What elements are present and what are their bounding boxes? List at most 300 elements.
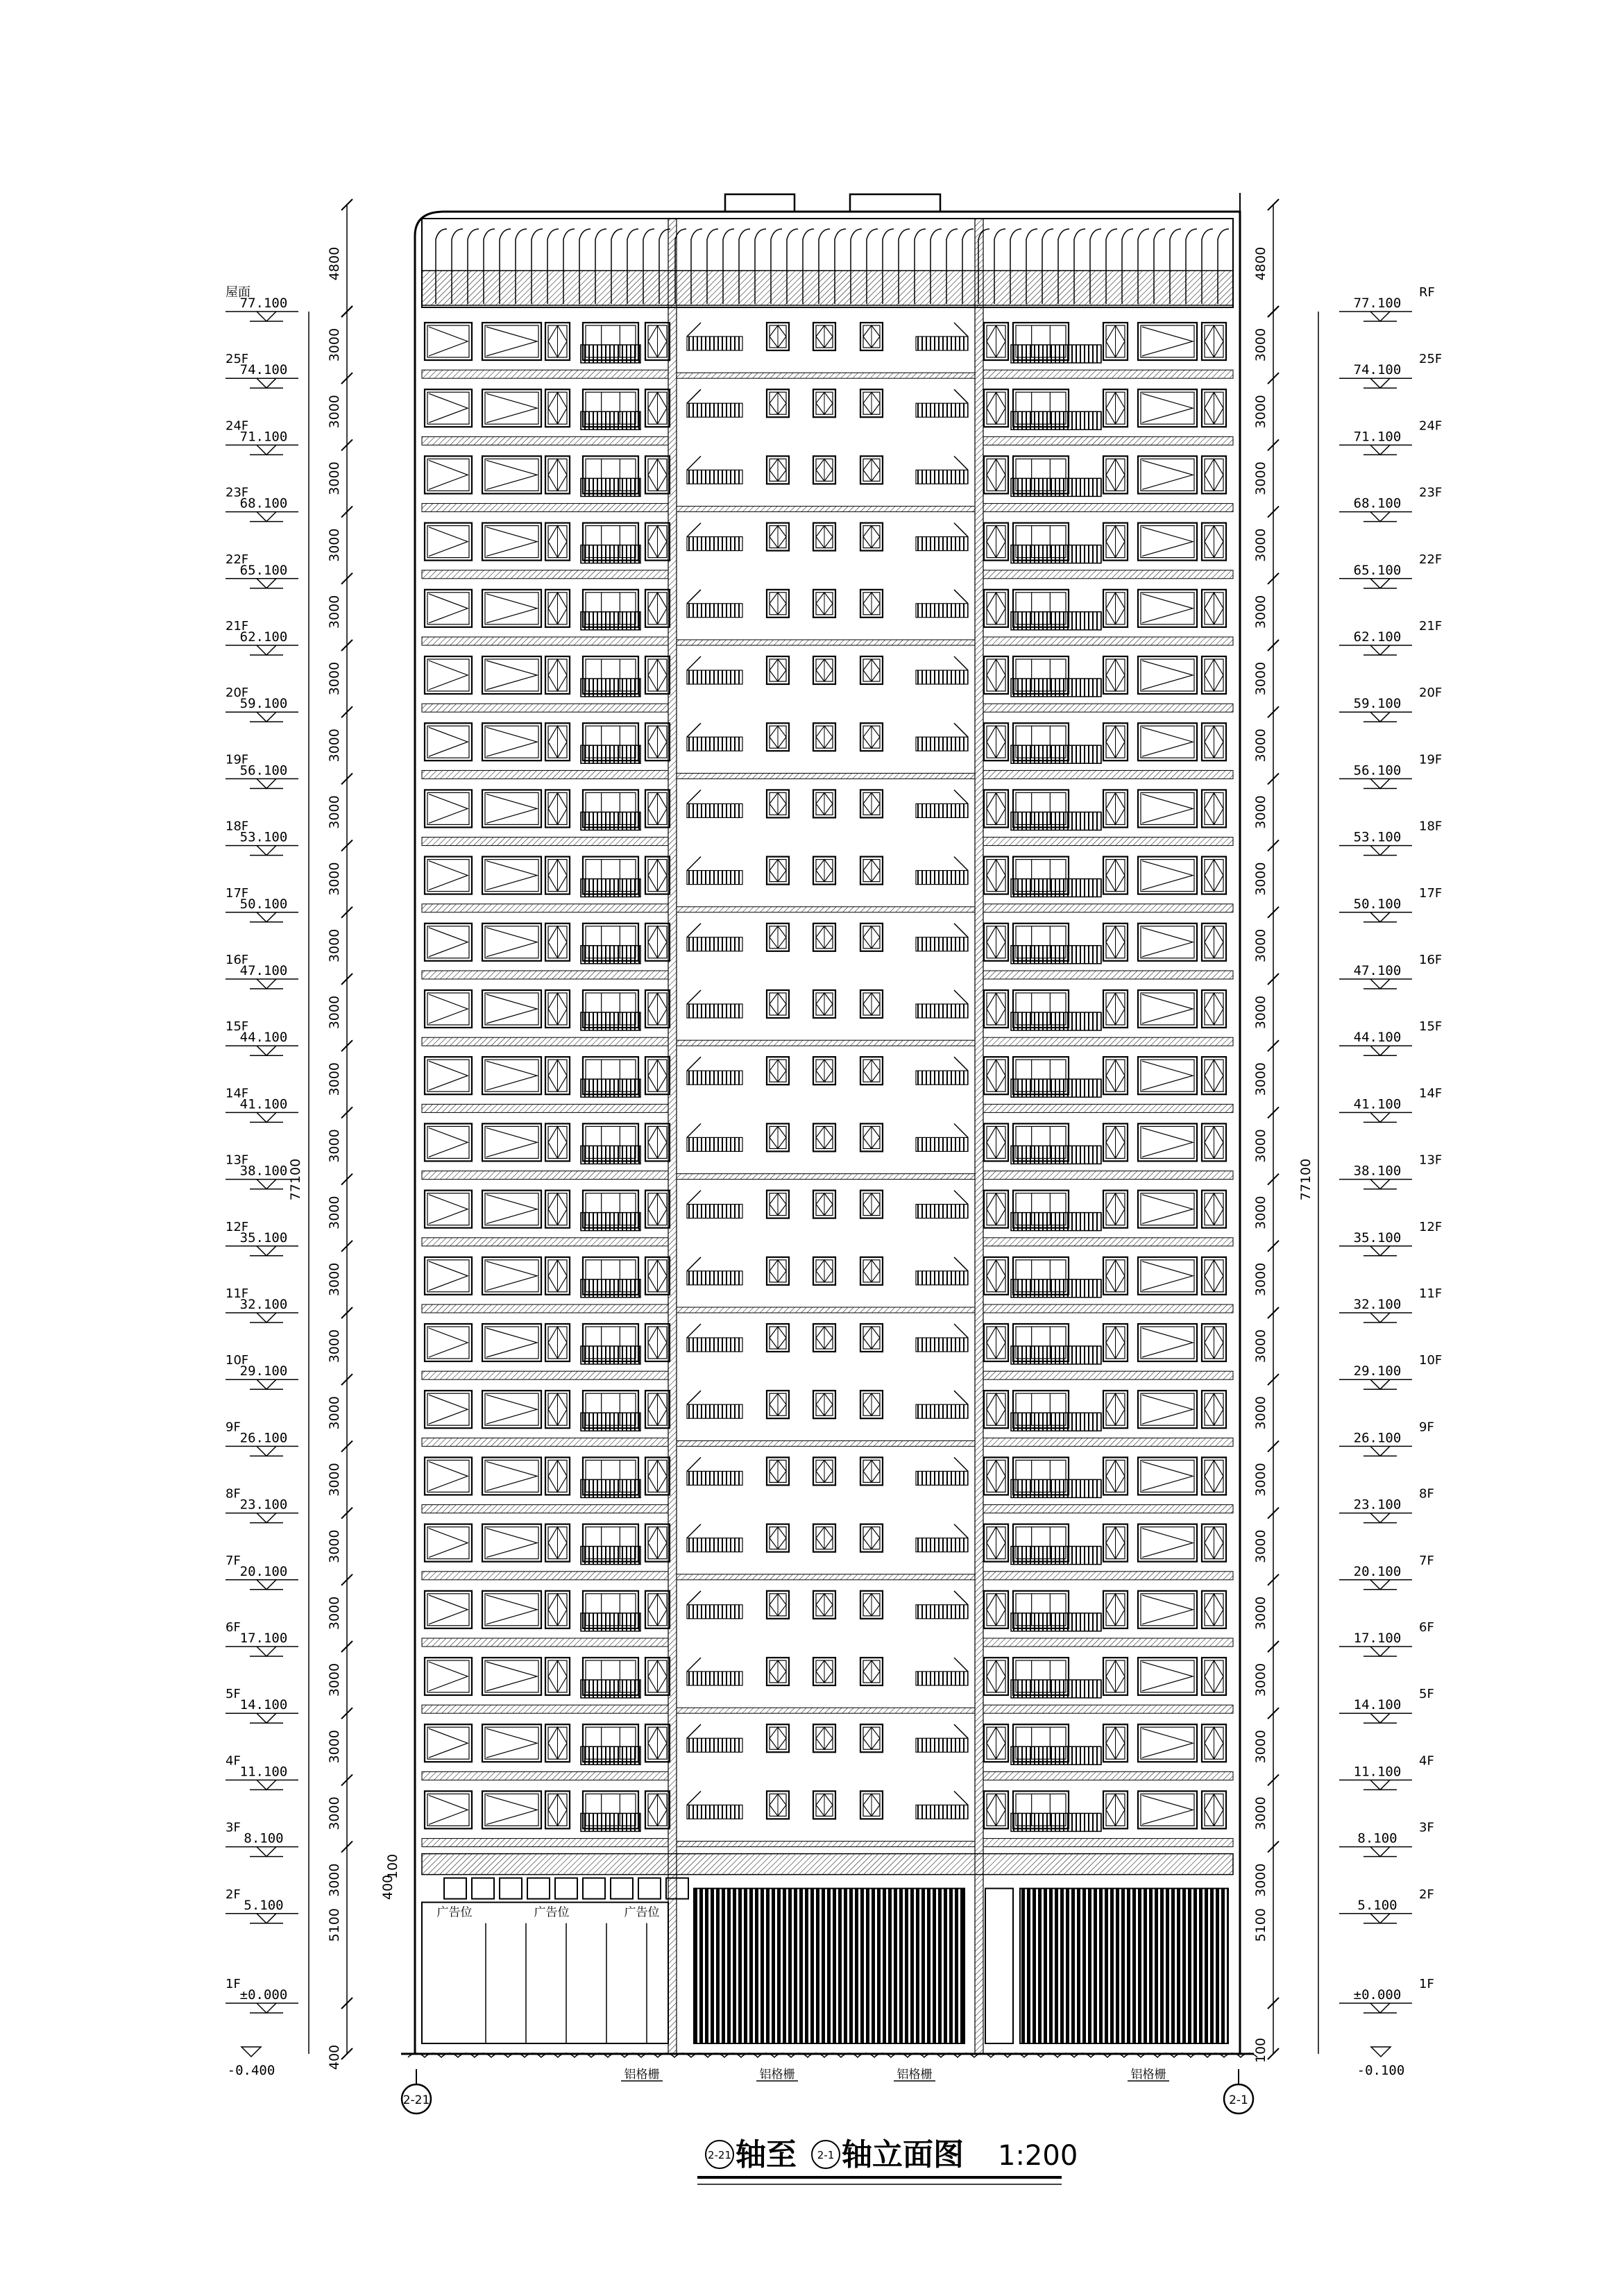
side-balcony-brace: [687, 1123, 701, 1137]
window-inner: [485, 392, 538, 424]
side-balcony: [687, 937, 742, 951]
level-triangle: [1370, 979, 1390, 989]
slab-band: [983, 1505, 1233, 1513]
axis-label-left: 2-21: [402, 2093, 430, 2107]
window-inner: [485, 659, 538, 691]
floor-label: 11F: [226, 1286, 249, 1301]
window-swing: [1142, 661, 1193, 690]
window-inner: [427, 1393, 469, 1425]
level-value: 47.100: [239, 963, 288, 978]
slab-band: [677, 1708, 975, 1713]
floor-label: 22F: [1419, 552, 1443, 567]
level-value: 56.100: [1353, 763, 1402, 779]
level-value: 8.100: [1357, 1830, 1397, 1846]
floor-height-dim: 3000: [1253, 1062, 1268, 1096]
side-balcony-brace: [687, 456, 701, 470]
side-balcony: [687, 1538, 742, 1552]
level-value: 44.100: [239, 1030, 288, 1046]
balcony-rail: [581, 946, 640, 964]
level-triangle: [1370, 912, 1390, 922]
window-swing: [429, 1195, 468, 1224]
roof-height-dim: 4800: [1253, 246, 1268, 281]
side-balcony-brace: [954, 1591, 968, 1605]
floor-height-dim: 3000: [327, 1796, 342, 1830]
floor-height-dim: 3000: [1253, 328, 1268, 362]
level-value: 23.100: [239, 1497, 288, 1513]
window-swing: [429, 1461, 468, 1490]
side-balcony: [916, 1805, 968, 1819]
slab-band: [422, 1037, 668, 1046]
drawing-title: [697, 2137, 1078, 2184]
floor-label: 17F: [226, 885, 249, 901]
level-triangle: [257, 1313, 276, 1323]
level-triangle: [1370, 1112, 1390, 1122]
side-balcony-brace: [954, 1724, 968, 1738]
floor-label: 9F: [226, 1420, 241, 1435]
slab-band: [983, 1438, 1233, 1446]
floor-height-dim: 3000: [1253, 1463, 1268, 1497]
level-triangle: [257, 1112, 276, 1122]
slab-band: [422, 637, 668, 645]
window-swing: [429, 727, 468, 756]
floor-label: 4F: [1419, 1753, 1434, 1769]
window-inner: [427, 860, 469, 892]
ground-transom: [583, 1878, 605, 1899]
level-triangle: [257, 712, 276, 722]
level-triangle: [257, 312, 276, 321]
floor-label: 16F: [226, 953, 249, 967]
floor-height-dim: 3000: [1253, 595, 1268, 629]
side-balcony-brace: [954, 924, 968, 937]
balcony-rail: [581, 745, 640, 763]
title-text-2: 轴立面图: [842, 2137, 964, 2172]
balcony-rail: [1011, 1079, 1101, 1097]
side-balcony-brace: [687, 1057, 701, 1071]
window-swing: [486, 794, 537, 823]
side-balcony-brace: [954, 1658, 968, 1672]
window-inner: [485, 792, 538, 824]
window-inner: [485, 1460, 538, 1492]
window-swing: [1142, 594, 1193, 623]
floor-height-dim: 3000: [327, 1262, 342, 1297]
level-value: 20.100: [239, 1563, 288, 1579]
level-value: 65.100: [239, 562, 288, 578]
side-balcony: [687, 470, 742, 484]
floor-height-dim: 3000: [1253, 1730, 1268, 1764]
floor-label: 10F: [1419, 1353, 1443, 1368]
side-balcony-brace: [954, 456, 968, 470]
balcony-rail: [1011, 545, 1101, 563]
level-triangle: [1370, 1847, 1390, 1857]
side-balcony: [687, 1605, 742, 1619]
floor-label: 21F: [1419, 619, 1443, 633]
slab-band: [983, 1572, 1233, 1580]
floor-height-dim: 3000: [1253, 661, 1268, 696]
floor-height-dim: 3000: [1253, 1262, 1268, 1297]
left-dimension-column: [288, 199, 400, 2070]
side-balcony-brace: [954, 723, 968, 737]
window-swing: [486, 393, 537, 423]
level-value: 77.100: [239, 296, 288, 311]
canopy: [422, 1854, 1233, 1875]
floor-height-dim: 3000: [327, 862, 342, 896]
balcony-rail: [1011, 1479, 1101, 1497]
window-swing: [486, 1061, 537, 1090]
level-triangle: [1370, 445, 1390, 454]
side-balcony: [687, 537, 742, 551]
parapet-hatch: [422, 271, 1233, 305]
ad-label: 广告位: [534, 1905, 570, 1920]
side-balcony: [916, 1137, 968, 1151]
window-swing: [429, 1061, 468, 1090]
level-triangle: [1370, 312, 1390, 321]
balcony-rail: [1011, 1813, 1101, 1831]
slab-band: [983, 1771, 1233, 1780]
side-balcony: [916, 1605, 968, 1619]
level-value: 29.100: [1353, 1363, 1402, 1379]
window-inner: [485, 1260, 538, 1292]
ad-label: 广告位: [624, 1905, 660, 1920]
balcony-rail: [581, 1146, 640, 1164]
slab-band: [983, 1705, 1233, 1713]
balcony-rail: [581, 478, 640, 496]
floor-label: 19F: [1419, 752, 1443, 767]
side-balcony: [687, 670, 742, 684]
side-balcony: [916, 403, 968, 417]
window-inner: [1141, 1060, 1194, 1091]
window-inner: [427, 1060, 469, 1091]
slab-band: [422, 971, 668, 979]
level-triangle: [257, 1046, 276, 1055]
balcony-rail: [1011, 411, 1101, 430]
side-balcony-brace: [954, 523, 968, 537]
level-triangle: [1370, 1446, 1390, 1456]
floor-label: 18F: [226, 819, 249, 834]
window-inner: [1141, 459, 1194, 491]
side-balcony-brace: [687, 790, 701, 803]
window-swing: [1142, 527, 1193, 556]
title-axis-from: 2-21: [707, 2149, 732, 2161]
window-swing: [429, 527, 468, 556]
slab-band: [422, 1839, 668, 1847]
floor-label: 8F: [226, 1486, 241, 1502]
window-inner: [485, 1393, 538, 1425]
floor-label: 9F: [1419, 1420, 1434, 1435]
side-balcony-brace: [687, 1724, 701, 1738]
window-inner: [485, 1193, 538, 1225]
floor-height-dim: 3000: [1253, 928, 1268, 963]
side-balcony: [916, 1205, 968, 1218]
side-balcony-brace: [954, 590, 968, 604]
bay-divider: [975, 219, 983, 2054]
level-value: 56.100: [239, 763, 288, 779]
floor-height-dim: 3000: [327, 1396, 342, 1430]
floor-label: 12F: [226, 1219, 249, 1234]
window-swing: [429, 1529, 468, 1558]
slab-band: [677, 640, 975, 645]
ground-transom: [638, 1878, 661, 1899]
balcony-rail: [1011, 679, 1101, 697]
roof-height-dim: 4800: [327, 246, 342, 281]
window-swing: [429, 1261, 468, 1291]
window-inner: [1141, 926, 1194, 958]
level-triangle: [257, 846, 276, 856]
floor-label: 15F: [226, 1019, 249, 1035]
window-inner: [485, 1060, 538, 1091]
ground-tags: [621, 2068, 1169, 2082]
window-swing: [429, 460, 468, 489]
floor-label: 屋面: [226, 285, 250, 300]
side-balcony-brace: [687, 1524, 701, 1538]
window-inner: [427, 1527, 469, 1559]
floor-height-dim: 3000: [1253, 395, 1268, 429]
ground-transom: [444, 1878, 466, 1899]
window-inner: [427, 1794, 469, 1826]
window-inner: [427, 392, 469, 424]
side-balcony-brace: [687, 656, 701, 670]
level-value: 17.100: [239, 1631, 288, 1646]
window-inner: [427, 1126, 469, 1158]
level-triangle: [1370, 779, 1390, 788]
slab-band: [422, 570, 668, 579]
side-balcony-brace: [687, 389, 701, 403]
side-balcony: [916, 1271, 968, 1285]
level-value: 26.100: [239, 1430, 288, 1446]
slab-band: [422, 1304, 668, 1313]
window-inner: [1141, 526, 1194, 558]
side-balcony-brace: [954, 1123, 968, 1137]
side-balcony: [687, 604, 742, 618]
floor-label: 21F: [226, 619, 249, 633]
floor-height-dim: 3000: [327, 1196, 342, 1230]
window-swing: [1142, 1662, 1193, 1691]
level-value: 5.100: [1357, 1897, 1397, 1913]
window-swing: [1142, 1728, 1193, 1758]
floor-height-dim: 3000: [327, 995, 342, 1030]
balcony-rail: [581, 879, 640, 897]
window-inner: [485, 526, 538, 558]
window-swing: [1142, 1529, 1193, 1558]
plinth-dim-right: 100: [1253, 2037, 1268, 2064]
balcony-rail: [581, 1479, 640, 1497]
floor-height-dim: 3000: [1253, 995, 1268, 1030]
side-balcony: [687, 1404, 742, 1418]
window-inner: [485, 860, 538, 892]
balcony-rail: [1011, 1613, 1101, 1631]
level-value: 47.100: [1353, 963, 1402, 978]
floor-height-dim: 3000: [1253, 1396, 1268, 1430]
ground-transom: [500, 1878, 522, 1899]
balcony-rail: [581, 1012, 640, 1030]
floor-label: 24F: [226, 418, 249, 434]
slab-band: [983, 570, 1233, 579]
side-balcony-brace: [687, 1658, 701, 1672]
level-triangle: [257, 512, 276, 522]
floor-label: 25F: [226, 352, 249, 367]
window-swing: [486, 1328, 537, 1357]
side-balcony: [916, 604, 968, 618]
floor-label: 7F: [1419, 1553, 1434, 1568]
floor-label: 2F: [226, 1887, 241, 1902]
window-swing: [486, 1795, 537, 1824]
level-value: 38.100: [239, 1163, 288, 1179]
slab-band: [983, 1304, 1233, 1313]
side-balcony: [687, 1672, 742, 1685]
floor-height-dim: 3000: [327, 1863, 342, 1897]
side-balcony: [916, 337, 968, 350]
level-triangle: [1370, 1379, 1390, 1389]
window-inner: [485, 1327, 538, 1359]
balcony-rail: [1011, 1413, 1101, 1431]
level-triangle: [257, 1180, 276, 1189]
floor-label: 14F: [226, 1086, 249, 1101]
floor-height-dim: 3000: [1253, 528, 1268, 562]
canopy-dim: 100: [385, 1853, 400, 1880]
ground-transom: [611, 1878, 633, 1899]
window-inner: [485, 1126, 538, 1158]
level-value: 35.100: [1353, 1230, 1402, 1245]
slab-band: [422, 1171, 668, 1180]
window-inner: [1141, 1794, 1194, 1826]
floor-height-dim: 3000: [327, 528, 342, 562]
window-swing: [486, 527, 537, 556]
level-triangle: [257, 1580, 276, 1590]
level-triangle: [1370, 1914, 1390, 1923]
side-balcony-brace: [954, 1257, 968, 1271]
slab-band: [677, 1040, 975, 1046]
slab-band: [422, 504, 668, 512]
balcony-rail: [581, 411, 640, 430]
slab-band: [983, 770, 1233, 779]
axis-bubble-left: [402, 2069, 431, 2114]
window-swing: [486, 861, 537, 890]
balcony-rail: [1011, 1213, 1101, 1231]
floor-label: 13F: [226, 1153, 249, 1168]
side-balcony: [687, 1805, 742, 1819]
slab-band: [983, 971, 1233, 979]
level-value: 62.100: [1353, 629, 1402, 645]
level-triangle: [257, 1847, 276, 1857]
side-balcony-brace: [687, 723, 701, 737]
level-triangle: [1370, 512, 1390, 522]
window-swing: [1142, 327, 1193, 356]
window-inner: [1141, 593, 1194, 624]
slab-band: [677, 1440, 975, 1446]
side-balcony-brace: [687, 1191, 701, 1205]
window-swing: [1142, 861, 1193, 890]
window-inner: [485, 593, 538, 624]
side-balcony: [916, 1471, 968, 1485]
window-swing: [1142, 794, 1193, 823]
window-swing: [1142, 1195, 1193, 1224]
slab-band: [983, 1638, 1233, 1647]
window-swing: [486, 928, 537, 957]
side-balcony-brace: [954, 990, 968, 1004]
window-swing: [429, 594, 468, 623]
level-triangle: [257, 645, 276, 655]
side-balcony: [916, 1404, 968, 1418]
level-triangle: [257, 979, 276, 989]
balcony-rail: [1011, 1746, 1101, 1764]
window-inner: [485, 459, 538, 491]
window-inner: [427, 1727, 469, 1759]
window-swing: [486, 1195, 537, 1224]
window-inner: [1141, 1660, 1194, 1692]
slab-band: [983, 436, 1233, 445]
side-balcony-brace: [687, 990, 701, 1004]
floor-height-dim: 3000: [1253, 1663, 1268, 1697]
floor-label: 1F: [1419, 1977, 1434, 1991]
slab-band: [677, 1574, 975, 1580]
balcony-rail: [1011, 1279, 1101, 1298]
floor-height-dim: 3000: [327, 461, 342, 495]
slab-band: [422, 1572, 668, 1580]
window-swing: [486, 594, 537, 623]
balcony-rail: [581, 545, 640, 563]
level-triangle: [257, 1780, 276, 1789]
window-inner: [485, 1660, 538, 1692]
window-inner: [427, 1460, 469, 1492]
window-inner: [485, 1794, 538, 1826]
floor-label: 1F: [226, 1977, 241, 1991]
window-inner: [1141, 1727, 1194, 1759]
window-swing: [429, 1728, 468, 1758]
floor-height-dim: 3000: [1253, 862, 1268, 896]
right-level-marks: [1339, 285, 1442, 2078]
ground-transom: [555, 1878, 577, 1899]
balcony-rail: [581, 1213, 640, 1231]
level-triangle: [257, 1379, 276, 1389]
level-triangle: [1370, 2003, 1390, 2013]
level-value: 59.100: [239, 696, 288, 712]
side-balcony-brace: [687, 1791, 701, 1805]
side-balcony: [687, 803, 742, 817]
level-triangle: [257, 1713, 276, 1723]
level-triangle: [257, 1914, 276, 1923]
floor-label: 14F: [1419, 1086, 1443, 1101]
floor-label: 17F: [1419, 885, 1443, 901]
level-value: 71.100: [239, 429, 288, 445]
plinth-dim-left: 400: [327, 2044, 342, 2070]
level-triangle: [1370, 846, 1390, 856]
slab-band: [677, 373, 975, 378]
floor-height-dim: 3000: [327, 328, 342, 362]
floor-height-dim: 3000: [327, 928, 342, 963]
level-triangle: [1370, 1713, 1390, 1723]
level-triangle: [1370, 1647, 1390, 1656]
axis-label-right: 2-1: [1229, 2093, 1248, 2107]
side-balcony-brace: [954, 1057, 968, 1071]
level-value: 44.100: [1353, 1030, 1402, 1046]
level-value: 14.100: [239, 1697, 288, 1713]
floor-height-dim: 3000: [327, 1730, 342, 1764]
ground-grille: [1020, 1889, 1228, 2043]
floor-label: 23F: [226, 485, 249, 500]
window-swing: [486, 1395, 537, 1424]
level-value: 68.100: [239, 495, 288, 511]
building-elevation: [401, 193, 1257, 2057]
level-value: 5.100: [244, 1897, 284, 1913]
slab-band: [422, 1438, 668, 1446]
window-swing: [486, 1728, 537, 1758]
side-balcony: [687, 1471, 742, 1485]
balcony-rail: [1011, 1547, 1101, 1565]
level-value: 35.100: [239, 1230, 288, 1245]
level-triangle: [257, 378, 276, 388]
window-inner: [1141, 1193, 1194, 1225]
side-balcony-brace: [954, 857, 968, 871]
window-inner: [1141, 1260, 1194, 1292]
